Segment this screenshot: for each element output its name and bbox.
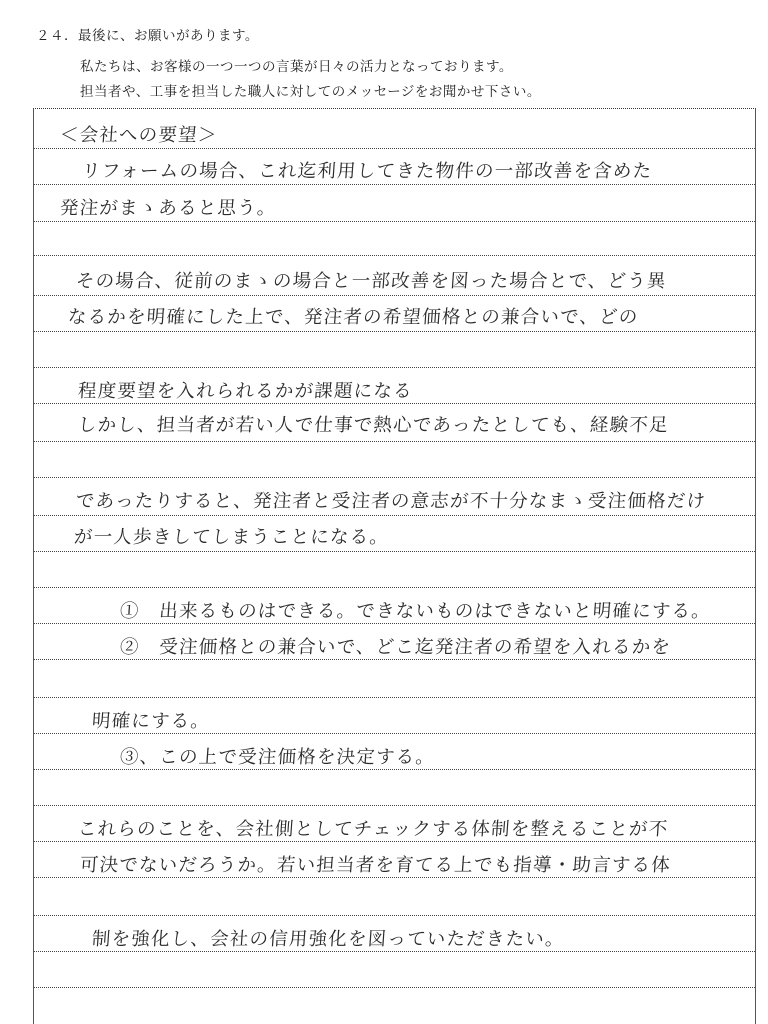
ruled-line <box>34 587 755 588</box>
ruled-line <box>34 221 755 222</box>
answer-sheet <box>33 108 756 1024</box>
ruled-line <box>34 255 755 256</box>
ruled-line <box>34 295 755 296</box>
ruled-line <box>34 367 755 368</box>
handwritten-line: が一人歩きしてしまうことになる。 <box>73 527 390 548</box>
handwritten-line: 可決でないだろうか。若い担当者を育てる上でも指導・助言する体 <box>79 855 672 876</box>
ruled-line <box>34 441 755 442</box>
handwritten-line: 明確にする。 <box>91 711 211 732</box>
handwritten-line: 程度要望を入れられるかが課題になる <box>77 381 414 402</box>
handwritten-line: であったりすると、発注者と受注者の意志が不十分なまゝ受注価格だけ <box>75 491 707 512</box>
question-text-line-2: 担当者や、工事を担当した職人に対してのメッセージをお聞かせ下さい。 <box>80 84 541 100</box>
handwritten-line: ② 受注価格との兼合いで、どこ迄発注者の希望を入れるかを <box>119 637 672 658</box>
ruled-line <box>34 659 755 660</box>
handwritten-line: その場合、従前のまゝの場合と一部改善を図った場合とで、どう異 <box>75 271 668 292</box>
question-header <box>0 0 768 108</box>
ruled-line <box>34 331 755 332</box>
ruled-line <box>34 987 755 988</box>
ruled-line <box>34 915 755 916</box>
ruled-line <box>34 515 755 516</box>
handwritten-line: 発注がまゝあると思う。 <box>59 198 278 219</box>
ruled-line <box>34 148 755 149</box>
handwritten-line: リフォームの場合、これ迄利用してきた物件の一部改善を含めた <box>81 161 654 182</box>
ruled-line <box>34 951 755 952</box>
handwritten-line: 制を強化し、会社の信用強化を図っていただきたい。 <box>91 929 566 950</box>
handwritten-line: これらのことを、会社側としてチェックする体制を整えることが不 <box>77 819 670 840</box>
ruled-line <box>34 841 755 842</box>
ruled-line <box>34 403 755 404</box>
handwritten-heading: ＜会社への要望＞ <box>59 125 219 146</box>
ruled-line <box>34 877 755 878</box>
ruled-line <box>34 623 755 624</box>
handwritten-line: ③、この上で受注価格を決定する。 <box>119 747 436 768</box>
question-title: ２４．最後に、お願いがあります。 <box>36 28 259 44</box>
question-text-line-1: 私たちは、お客様の一つ一つの言葉が日々の活力となっております。 <box>80 59 513 75</box>
ruled-line <box>34 551 755 552</box>
ruled-line <box>34 769 755 770</box>
handwritten-line: なるかを明確にした上で、発注者の希望価格との兼合いで、どの <box>67 307 640 328</box>
ruled-line <box>34 184 755 185</box>
ruled-line <box>34 477 755 478</box>
handwritten-line: ① 出来るものはできる。できないものはできないと明確にする。 <box>119 601 712 622</box>
ruled-line <box>34 733 755 734</box>
ruled-line <box>34 805 755 806</box>
handwritten-line: しかし、担当者が若い人で仕事で熱心であったとしても、経験不足 <box>77 415 670 436</box>
ruled-line <box>34 697 755 698</box>
